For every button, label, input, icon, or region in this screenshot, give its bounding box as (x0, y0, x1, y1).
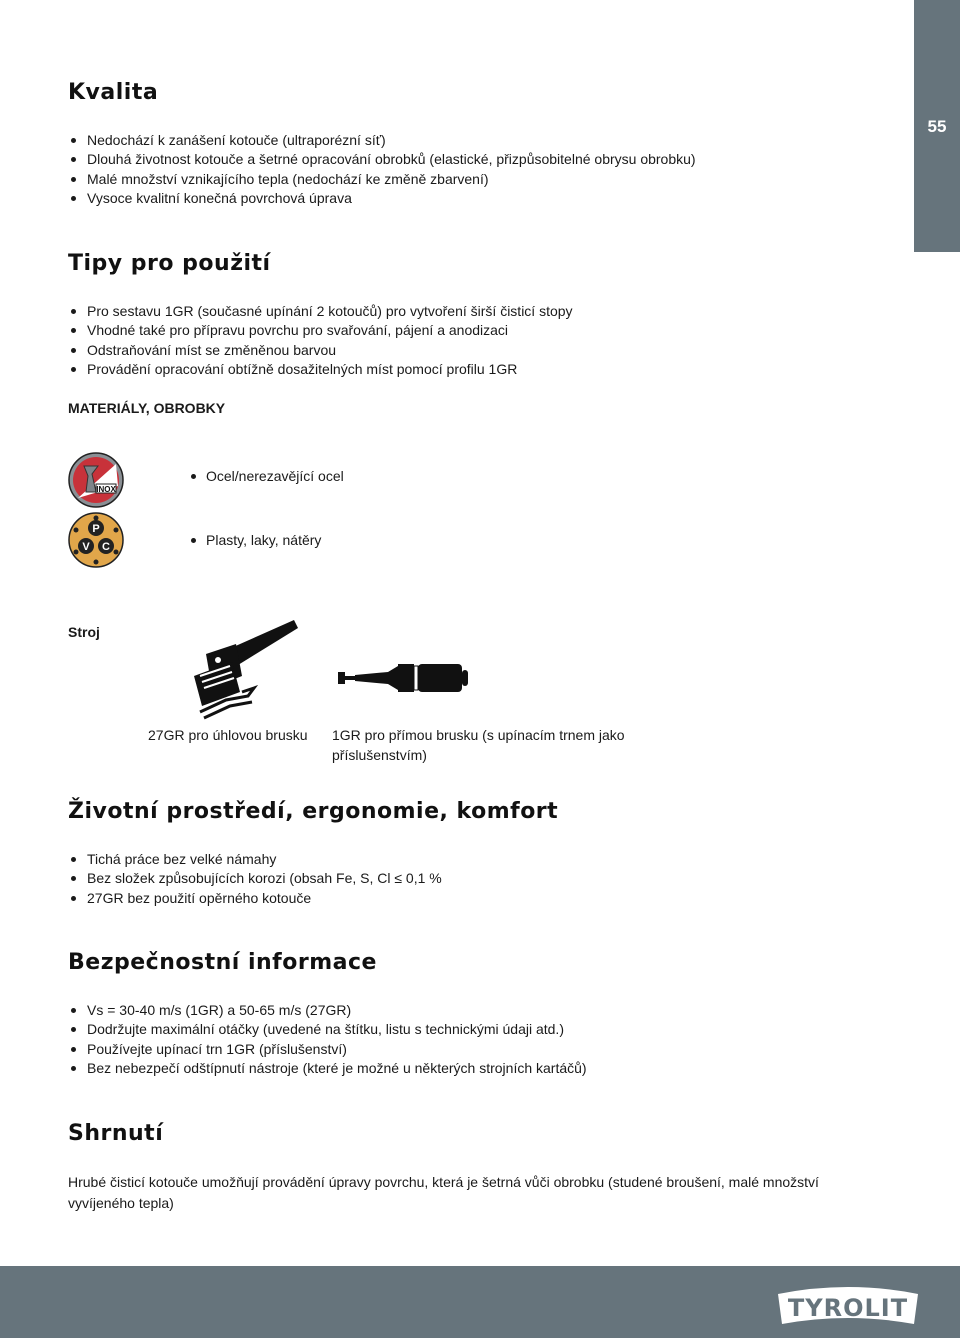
material-label: Plasty, laky, nátěry (188, 532, 321, 548)
logo-text: TYROLIT (787, 1294, 909, 1322)
footer-bar (0, 1266, 960, 1338)
inox-icon (68, 452, 124, 508)
list-item: Vs = 30-40 m/s (1GR) a 50-65 m/s (27GR) (68, 1001, 587, 1020)
material-row-pvc (68, 512, 322, 568)
angle-grinder-icon (186, 616, 301, 721)
material-row-inox (68, 452, 344, 508)
list-item: Bez nebezpečí odštípnutí nástroje (které je možné u některých strojních kartáčů) (68, 1059, 587, 1078)
page-number-tab (914, 0, 960, 252)
tyrolit-logo (774, 1284, 922, 1332)
list-item: Používejte upínací trn 1GR (příslušenství) (68, 1040, 587, 1059)
list-item: Pro sestavu 1GR (současné upínání 2 kotoučů) pro vytvoření širší čisticí stopy (68, 302, 573, 321)
kvalita-heading: Kvalita (68, 80, 159, 105)
pvc-letter-c: C (102, 541, 110, 553)
tipy-list (68, 302, 573, 380)
straight-grinder-icon (338, 660, 470, 696)
straight-grinder-caption-line2: příslušenstvím) (332, 747, 427, 763)
pvc-letter-v: V (82, 541, 90, 553)
prostredi-heading: Životní prostředí, ergonomie, komfort (68, 799, 559, 824)
materialy-heading: MATERIÁLY, OBROBKY (68, 400, 226, 416)
list-item: Odstraňování míst se změněnou barvou (68, 341, 573, 360)
list-item: Nedochází k zanášení kotouče (ultraporézní síť) (68, 131, 696, 150)
tipy-heading: Tipy pro použití (68, 251, 271, 276)
kvalita-list (68, 131, 696, 209)
summary-text: Hrubé čisticí kotouče umožňují provádění úpravy povrchu, která je šetrná vůči obrobku (studené broušení, malé množství vyvíjeného tepla) (68, 1174, 819, 1211)
shrnuti-heading: Shrnutí (68, 1121, 164, 1146)
stroj-heading: Stroj (68, 624, 100, 640)
pvc-icon (68, 512, 124, 568)
list-item: Bez složek způsobujících korozi (obsah Fe, S, Cl ≤ 0,1 % (68, 869, 442, 888)
list-item: Malé množství vznikajícího tepla (nedochází ke změně zbarvení) (68, 170, 696, 189)
list-item: Dlouhá životnost kotouče a šetrné opracování obrobků (elastické, přizpůsobitelné obrysu obrobku) (68, 150, 696, 169)
bezpecnost-list (68, 1001, 587, 1079)
list-item: 27GR bez použití opěrného kotouče (68, 889, 442, 908)
material-label: Ocel/nerezavějící ocel (188, 468, 344, 484)
inox-icon-text: INOX (96, 485, 116, 494)
list-item: Dodržujte maximální otáčky (uvedené na štítku, listu s technickými údaji atd.) (68, 1020, 587, 1039)
prostredi-list (68, 850, 442, 908)
list-item: Vysoce kvalitní konečná povrchová úprava (68, 189, 696, 208)
angle-grinder-caption: 27GR pro úhlovou brusku (148, 727, 308, 743)
straight-grinder-caption-line1: 1GR pro přímou brusku (s upínacím trnem jako (332, 727, 625, 743)
list-item: Tichá práce bez velké námahy (68, 850, 442, 869)
page-number: 55 (927, 117, 947, 136)
pvc-letter-p: P (92, 523, 100, 535)
list-item: Vhodné také pro přípravu povrchu pro svařování, pájení a anodizaci (68, 321, 573, 340)
list-item: Provádění opracování obtížně dosažitelných míst pomocí profilu 1GR (68, 360, 573, 379)
bezpecnost-heading: Bezpečnostní informace (68, 950, 377, 975)
